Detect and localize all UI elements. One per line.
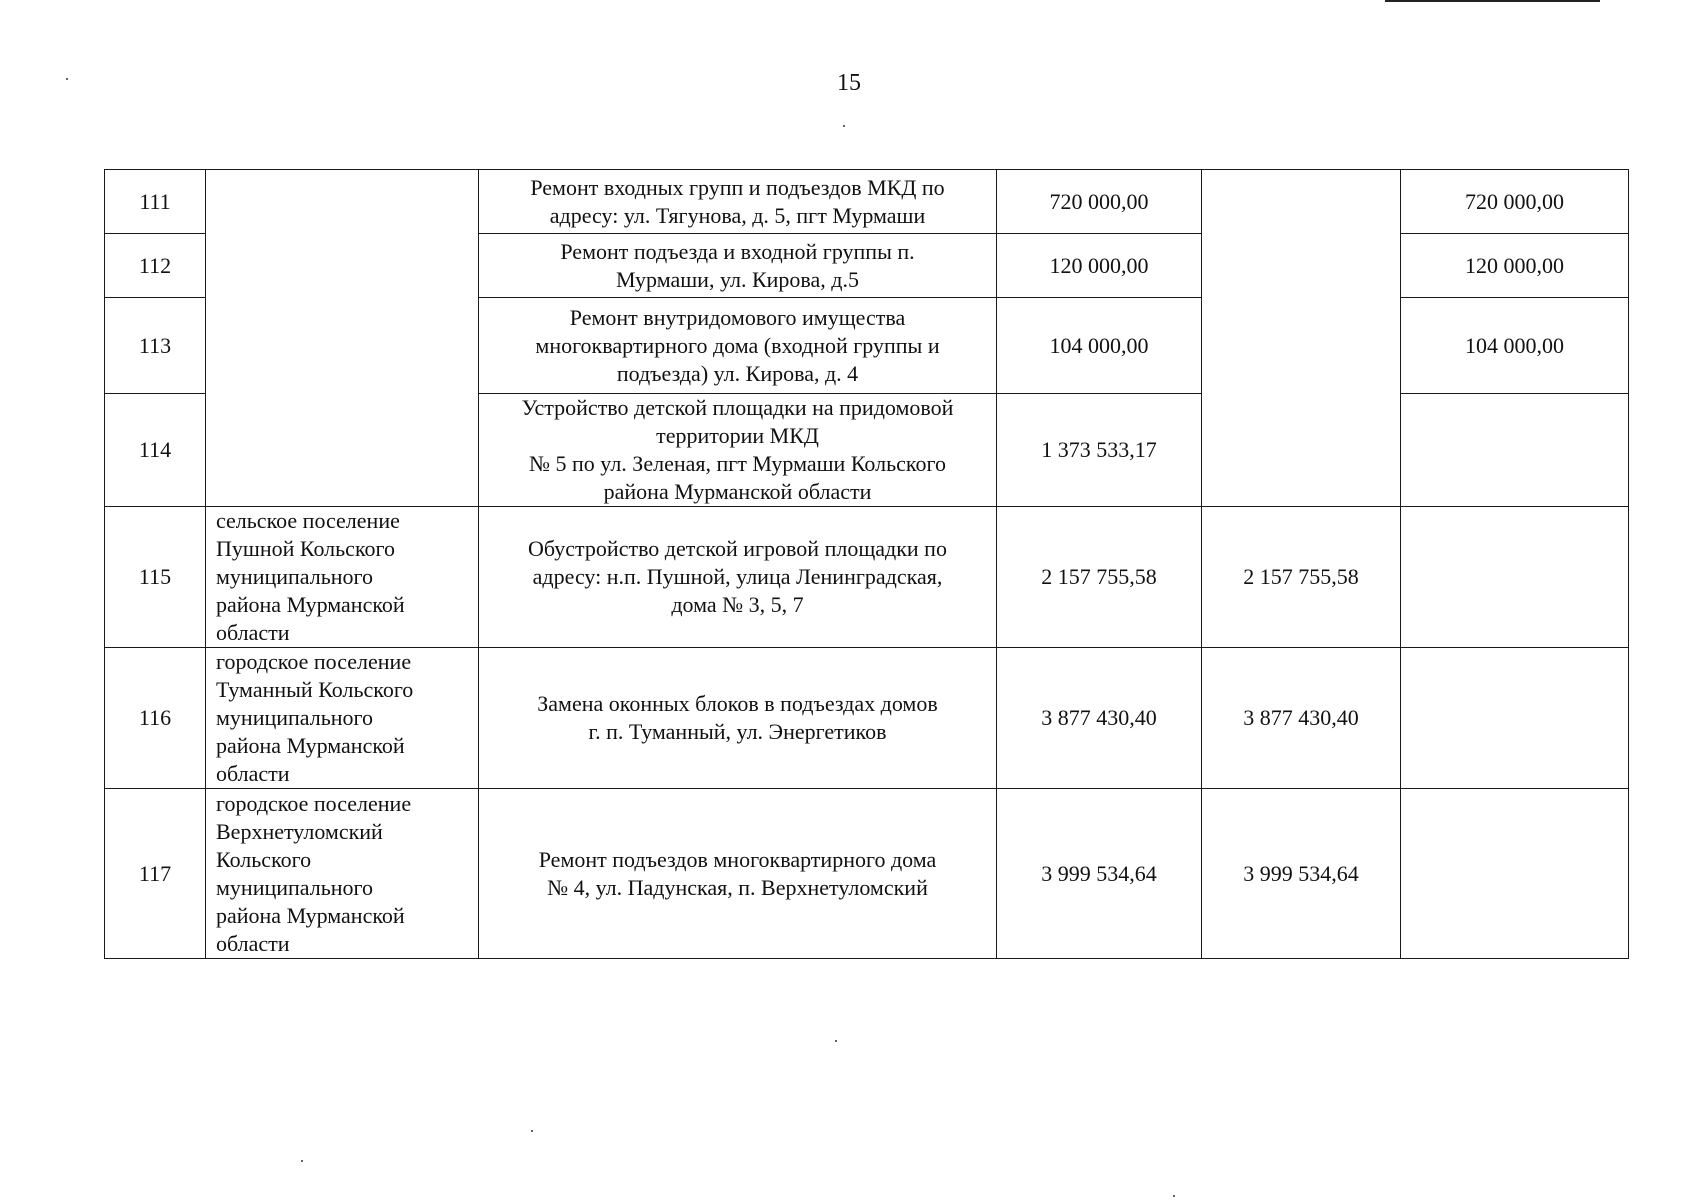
scan-speck: [531, 1130, 533, 1132]
amount-column-2: [1202, 170, 1401, 507]
table-row: [105, 507, 1629, 648]
total-amount: 2 157 755,58: [997, 507, 1202, 648]
row-number: 115: [105, 507, 206, 648]
row-number: 117: [105, 789, 206, 959]
amount-column-2: 2 157 755,58: [1202, 507, 1401, 648]
total-amount: 104 000,00: [997, 298, 1202, 394]
total-amount: 1 373 533,17: [997, 394, 1202, 507]
project-description: Ремонт входных групп и подъездов МКД по адресу: ул. Тягунова, д. 5, пгт Мурмаши: [479, 170, 997, 234]
table-row: [105, 648, 1629, 789]
row-number: 113: [105, 298, 206, 394]
municipality-cell: городское поселение Туманный Кольского муниципального района Мурманской области: [206, 648, 479, 789]
municipality-cell: [206, 170, 479, 507]
scan-speck: [843, 125, 845, 127]
row-number: 112: [105, 234, 206, 298]
amount-column-2: 3 877 430,40: [1202, 648, 1401, 789]
row-number: 111: [105, 170, 206, 234]
row-number: 116: [105, 648, 206, 789]
project-description: Замена оконных блоков в подъездах домов г. п. Туманный, ул. Энергетиков: [479, 648, 997, 789]
scan-speck: [1173, 1195, 1175, 1197]
project-description: Устройство детской площадки на придомовой территории МКД № 5 по ул. Зеленая, пгт Мурмаши Кольского района Мурманской области: [479, 394, 997, 507]
project-description: Ремонт подъезда и входной группы п. Мурмаши, ул. Кирова, д.5: [479, 234, 997, 298]
total-amount: 720 000,00: [997, 170, 1202, 234]
amount-column-2: 3 999 534,64: [1202, 789, 1401, 959]
project-description: Ремонт внутридомового имущества многоквартирного дома (входной группы и подъезда) ул. Кирова, д. 4: [479, 298, 997, 394]
top-edge-line: [1385, 0, 1600, 2]
amount-column-3: [1401, 394, 1629, 507]
project-description: Ремонт подъездов многоквартирного дома № 4, ул. Падунская, п. Верхнетуломский: [479, 789, 997, 959]
page-number: 15: [837, 70, 861, 96]
scan-speck: [835, 1040, 837, 1042]
total-amount: 3 999 534,64: [997, 789, 1202, 959]
amount-column-3: 104 000,00: [1401, 298, 1629, 394]
amount-column-3: [1401, 648, 1629, 789]
table-row: [105, 789, 1629, 959]
amount-column-3: 720 000,00: [1401, 170, 1629, 234]
amount-column-3: [1401, 507, 1629, 648]
amount-column-3: [1401, 789, 1629, 959]
municipality-cell: городское поселение Верхнетуломский Кольского муниципального района Мурманской области: [206, 789, 479, 959]
document-table: [104, 169, 1629, 959]
municipality-cell: сельское поселение Пушной Кольского муниципального района Мурманской области: [206, 507, 479, 648]
row-number: 114: [105, 394, 206, 507]
scan-speck: [301, 1160, 303, 1162]
total-amount: 3 877 430,40: [997, 648, 1202, 789]
table-row: [105, 170, 1629, 234]
total-amount: 120 000,00: [997, 234, 1202, 298]
project-description: Обустройство детской игровой площадки по адресу: н.п. Пушной, улица Ленинградская, дома № 3, 5, 7: [479, 507, 997, 648]
amount-column-3: 120 000,00: [1401, 234, 1629, 298]
